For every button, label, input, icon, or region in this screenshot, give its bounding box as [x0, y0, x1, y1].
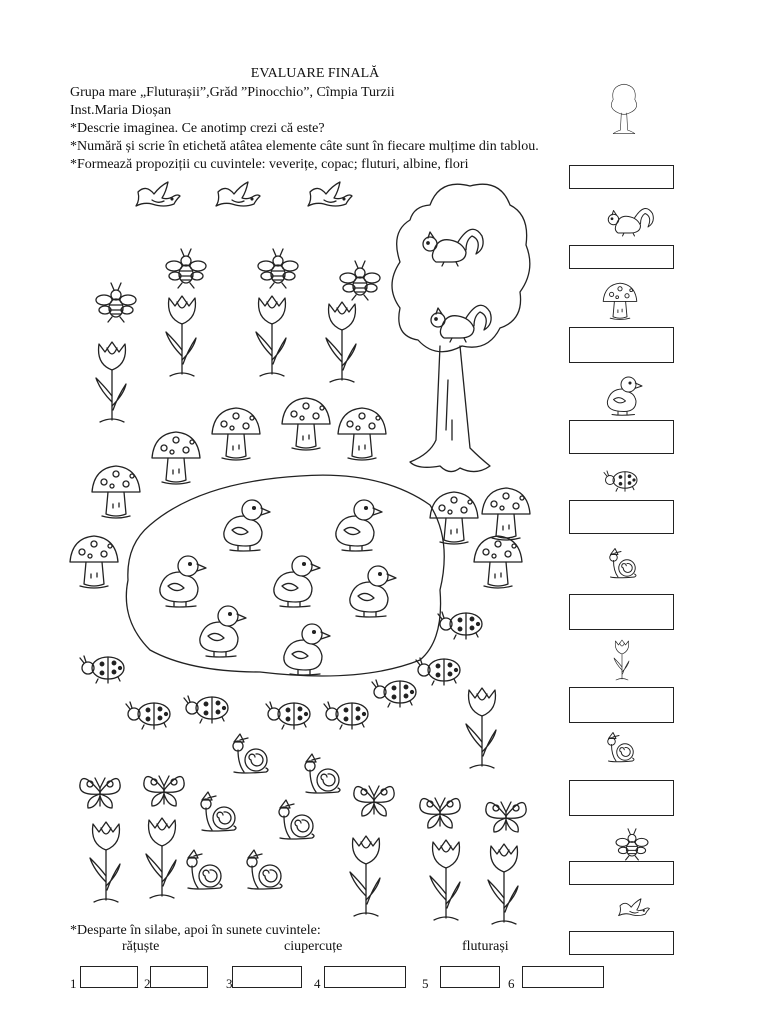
count-box-duck[interactable] — [569, 420, 674, 454]
count-box-tulip[interactable] — [569, 687, 674, 723]
task-syllables: *Desparte în silabe, apoi în sunete cuvintele: — [70, 923, 321, 938]
box-number-2: 2 — [144, 976, 151, 991]
bee-icon — [340, 261, 380, 300]
duck-icon — [160, 556, 206, 607]
bee-icon — [258, 249, 298, 288]
syllable-box-2[interactable] — [150, 966, 208, 988]
tulip-icon — [96, 342, 126, 422]
butterfly-icon — [420, 798, 460, 828]
pond-outline — [126, 475, 444, 676]
ladybug-icon — [372, 680, 416, 707]
squirrel-icon — [608, 208, 653, 236]
duck-icon — [274, 556, 320, 607]
task-describe: *Descrie imaginea. Ce anotimp crezi că este? — [70, 121, 325, 136]
duck-icon — [284, 624, 330, 675]
mushroom-icon — [92, 466, 140, 518]
mushroom-icon — [282, 398, 330, 450]
snail-icon — [305, 754, 340, 793]
snail-icon — [247, 850, 282, 889]
syllable-box-4[interactable] — [324, 966, 406, 988]
ladybug-icon — [604, 471, 637, 491]
count-box-snail[interactable] — [569, 780, 674, 816]
ladybug-icon — [266, 702, 310, 729]
syllable-box-1[interactable] — [80, 966, 138, 988]
teacher-name: Inst.Maria Dioșan — [70, 103, 172, 118]
ladybug-icon — [126, 702, 170, 729]
page-title: EVALUARE FINALĂ — [250, 66, 380, 81]
squirrel-icon — [423, 229, 483, 266]
tree-icon — [611, 84, 636, 134]
mushroom-icon — [70, 536, 118, 588]
word-ratuste: rățuște — [122, 939, 160, 954]
bird-icon — [619, 899, 650, 916]
tulip-icon — [488, 844, 518, 924]
mushroom-icon — [212, 408, 260, 460]
tulip-icon — [350, 836, 380, 916]
snail-icon — [608, 733, 634, 762]
bird-icon — [216, 182, 260, 206]
duck-icon — [200, 606, 246, 657]
count-box-squirrel[interactable] — [569, 245, 674, 269]
tulip-icon — [614, 640, 629, 680]
bird-icon — [308, 182, 352, 206]
count-box-tree[interactable] — [569, 165, 674, 189]
box-number-3: 3 — [226, 976, 233, 991]
butterfly-icon — [486, 802, 526, 832]
tulip-icon — [256, 296, 286, 376]
task-count: *Numără și scrie în etichetă atâtea elemente câte sunt în fiecare mulțime din tablou. — [70, 139, 539, 154]
bird-icon — [136, 182, 180, 206]
tulip-icon — [166, 296, 196, 376]
snail-icon — [233, 734, 268, 773]
count-box-bee[interactable] — [569, 861, 674, 885]
snail-icon — [187, 850, 222, 889]
box-number-5: 5 — [422, 976, 429, 991]
tulip-icon — [146, 818, 176, 898]
butterfly-icon — [354, 786, 394, 816]
duck-icon — [336, 500, 382, 551]
snail-icon — [201, 792, 236, 831]
count-box-mushroom[interactable] — [569, 327, 674, 363]
tree-icon — [392, 184, 530, 471]
bee-icon — [616, 829, 648, 860]
box-number-4: 4 — [314, 976, 321, 991]
ladybug-icon — [438, 612, 482, 639]
task-sentences: *Formează propoziții cu cuvintele: veverițe, copac; fluturi, albine, flori — [70, 157, 469, 172]
tulip-icon — [466, 688, 496, 768]
group-info: Grupa mare „Fluturașii”,Grăd ”Pinocchio”, Cîmpia Turzii — [70, 85, 395, 100]
box-number-6: 6 — [508, 976, 515, 991]
mushroom-icon — [474, 536, 522, 588]
tulip-icon — [326, 302, 356, 382]
count-box-bird[interactable] — [569, 931, 674, 955]
ladybug-icon — [184, 696, 228, 723]
word-fluturasi: fluturași — [462, 939, 509, 954]
snail-icon — [279, 800, 314, 839]
squirrel-icon — [431, 305, 491, 342]
mushroom-icon — [482, 488, 530, 540]
snail-icon — [610, 549, 636, 578]
ladybug-icon — [324, 702, 368, 729]
duck-icon — [607, 377, 642, 415]
ladybug-icon — [416, 658, 460, 685]
tulip-icon — [90, 822, 120, 902]
box-number-1: 1 — [70, 976, 77, 991]
mushroom-icon — [430, 492, 478, 544]
butterfly-icon — [144, 776, 184, 806]
bee-icon — [96, 283, 136, 322]
tulip-icon — [430, 840, 460, 920]
duck-icon — [350, 566, 396, 617]
mushroom-icon — [603, 283, 637, 319]
word-ciupercute: ciupercuțe — [284, 939, 343, 954]
syllable-box-6[interactable] — [522, 966, 604, 988]
syllable-box-3[interactable] — [232, 966, 302, 988]
bee-icon — [166, 249, 206, 288]
mushroom-icon — [152, 432, 200, 484]
count-box-ladybug[interactable] — [569, 500, 674, 534]
duck-icon — [224, 500, 270, 551]
butterfly-icon — [80, 778, 120, 808]
syllable-box-5[interactable] — [440, 966, 500, 988]
count-box-butterfly[interactable] — [569, 594, 674, 630]
ladybug-icon — [80, 656, 124, 683]
mushroom-icon — [338, 408, 386, 460]
